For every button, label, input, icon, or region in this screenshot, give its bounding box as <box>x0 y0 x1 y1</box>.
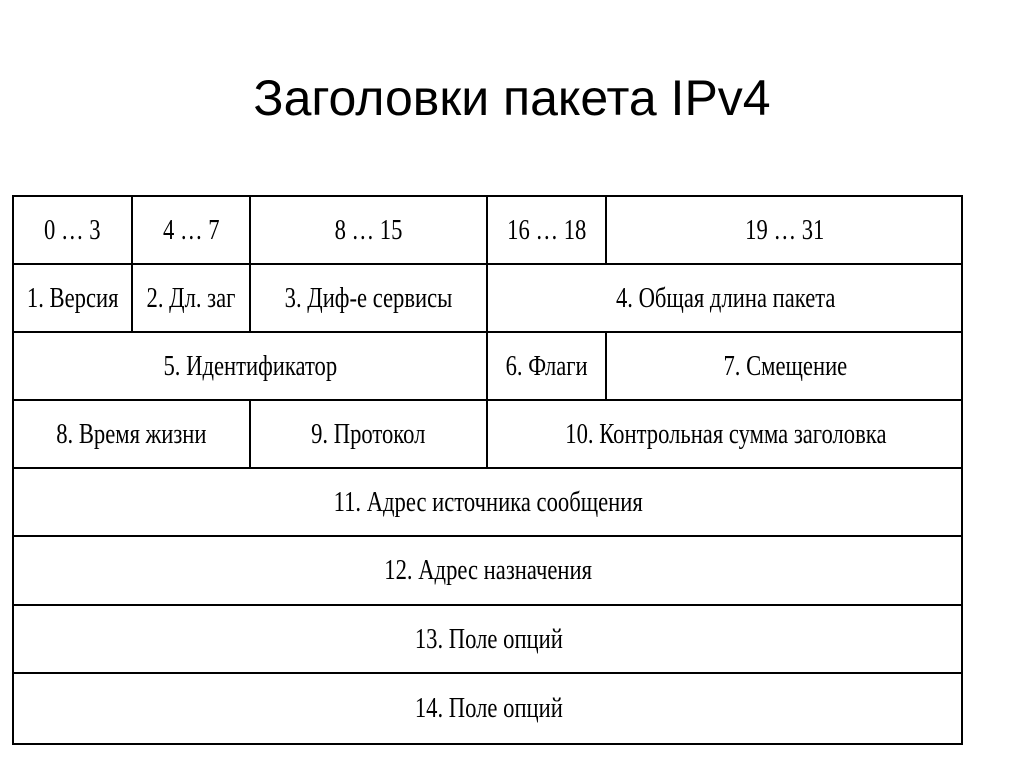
field-ttl <box>14 401 251 469</box>
slide-title: Заголовки пакета IPv4 <box>253 70 771 126</box>
field-identification <box>14 333 488 401</box>
field-header-length <box>133 265 251 333</box>
bit-range-16-18 <box>488 197 607 265</box>
field-options-2 <box>14 674 963 743</box>
field-label: 11. Адрес источника сообщения <box>333 485 644 518</box>
field-protocol <box>251 401 488 469</box>
field-label: 8. Время жизни <box>56 417 207 450</box>
bit-range-label: 4 … 7 <box>162 213 220 246</box>
field-label: 10. Контрольная сумма заголовка <box>564 417 887 450</box>
bit-range-label: 0 … 3 <box>44 213 101 246</box>
field-label: 5. Идентификатор <box>163 349 337 382</box>
field-label: 7. Смещение <box>723 349 847 382</box>
field-options-1 <box>14 606 963 674</box>
field-label: 14. Поле опций <box>414 692 563 724</box>
bit-range-4-7 <box>133 197 251 265</box>
bit-range-label: 8 … 15 <box>334 213 403 246</box>
field-diff-services <box>251 265 488 333</box>
bit-range-0-3 <box>14 197 133 265</box>
ipv4-header-table <box>12 195 963 745</box>
field-label: 13. Поле опций <box>414 622 563 655</box>
bit-range-label: 19 … 31 <box>745 213 825 246</box>
field-label: 6. Флаги <box>505 349 588 382</box>
field-version <box>14 265 133 333</box>
field-fragment-offset <box>607 333 963 401</box>
bit-range-label: 16 … 18 <box>506 213 587 246</box>
field-label: 4. Общая длина пакета <box>615 281 836 314</box>
field-source-address <box>14 469 963 537</box>
field-header-checksum <box>488 401 963 469</box>
field-label: 1. Версия <box>26 281 119 314</box>
field-label: 9. Протокол <box>311 417 426 450</box>
bit-range-19-31 <box>607 197 963 265</box>
field-label: 3. Диф-е сервисы <box>284 281 453 314</box>
field-destination-address <box>14 537 963 606</box>
bit-range-8-15 <box>251 197 488 265</box>
field-flags <box>488 333 607 401</box>
field-label: 12. Адрес назначения <box>384 554 593 586</box>
field-total-length <box>488 265 963 333</box>
field-label: 2. Дл. заг <box>146 281 236 314</box>
